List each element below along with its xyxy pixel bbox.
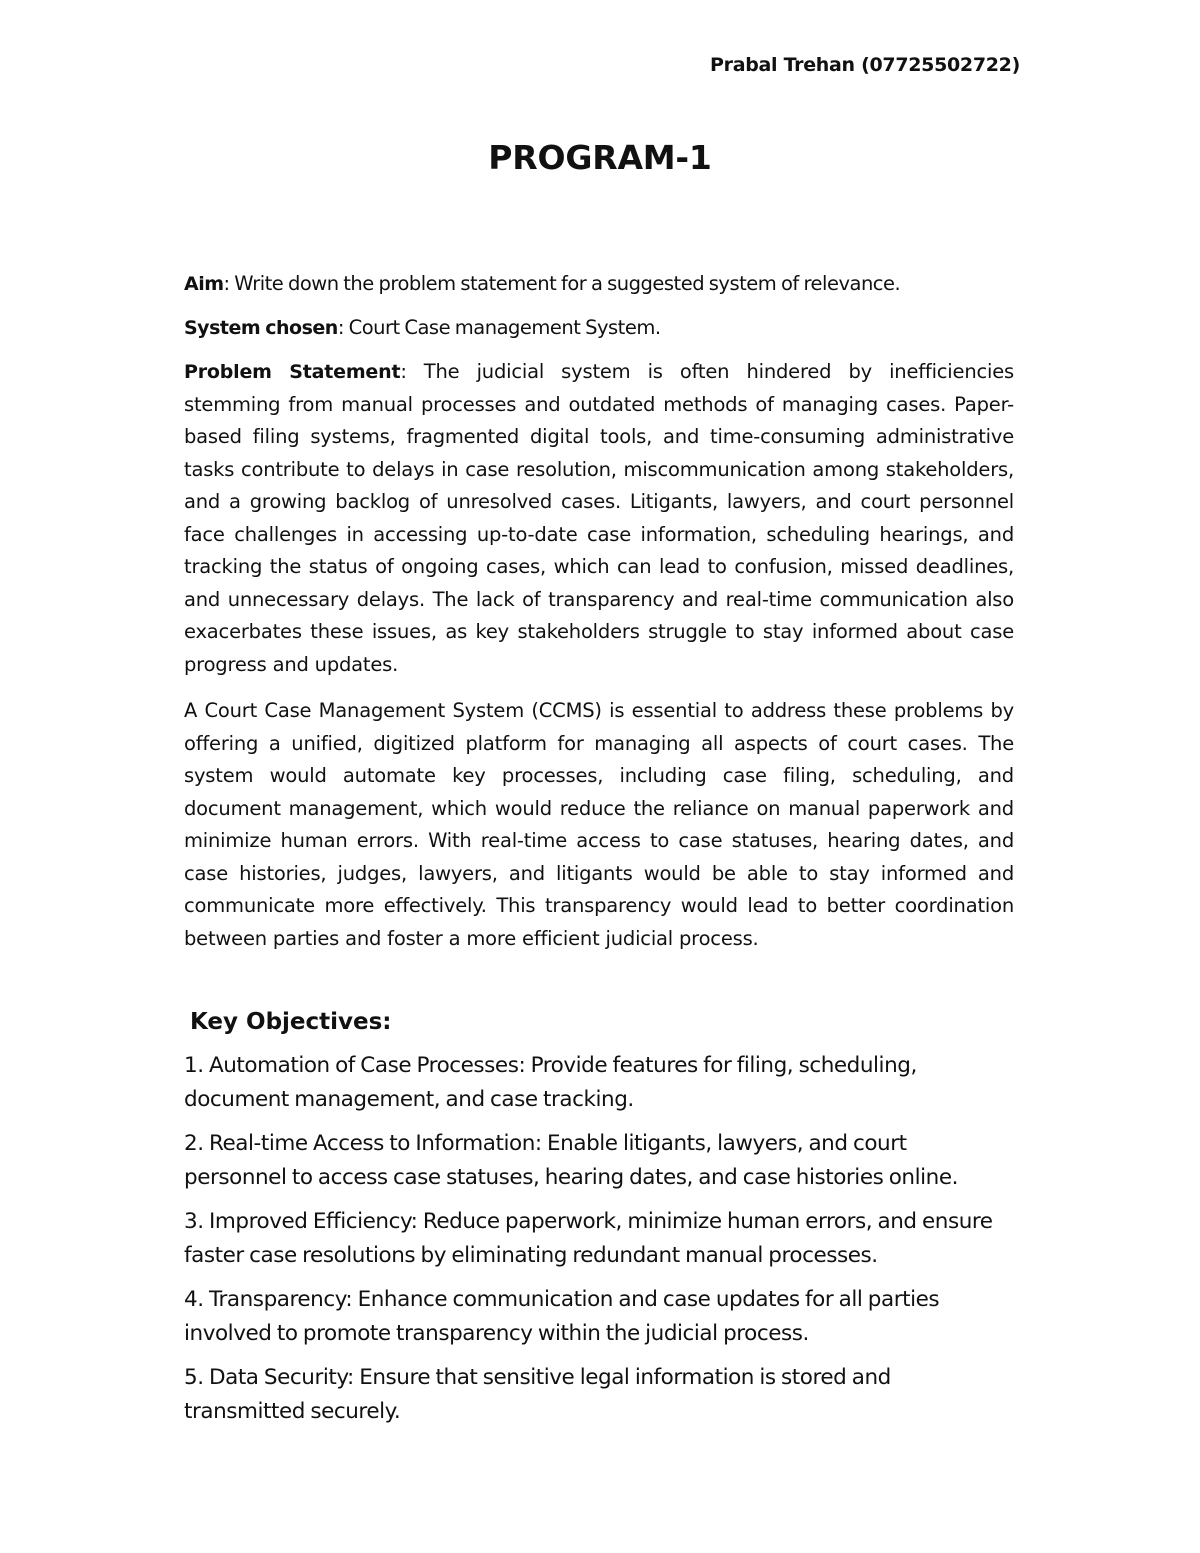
- aim-line: [184, 268, 1014, 300]
- aim-label: Aim: [184, 273, 224, 295]
- system-label: System chosen: [184, 317, 338, 339]
- objective-item: 1. Automation of Case Processes: Provide features for filing, scheduling, document management, and case tracking.: [184, 1053, 917, 1112]
- key-objectives-section: [184, 1005, 1014, 1429]
- author-header: Prabal Trehan (07725502722): [710, 54, 1020, 76]
- document-body: [184, 268, 1014, 1439]
- ccms-paragraph: A Court Case Management System (CCMS) is essential to address these problems by offering a unified, digitized platform for managing all aspects of court cases. The system would automate key processes, including case filing, scheduling, and document management, which would reduce the reliance on manual paperwork and minimize human errors. With real-time access to case statuses, hearing dates, and case histories, judges, lawyers, and litigants would be able to stay informed and communicate more effectively. This transparency would lead to better coordination between parties and foster a more efficient judicial process.: [184, 699, 1014, 950]
- objective-item: 2. Real-time Access to Information: Enable litigants, lawyers, and court personnel to access case statuses, hearing dates, and case histories online.: [184, 1131, 958, 1190]
- objective-item: 3. Improved Efficiency: Reduce paperwork, minimize human errors, and ensure faster case resolutions by eliminating redundant manual processes.: [184, 1209, 993, 1268]
- problem-label: Problem Statement: [184, 361, 401, 383]
- objective-item: 4. Transparency: Enhance communication and case updates for all parties involved to promote transparency within the judicial process.: [184, 1287, 940, 1346]
- page-title: PROGRAM-1: [488, 138, 712, 177]
- problem-statement: [184, 356, 1014, 681]
- system-text: : Court Case management System.: [337, 316, 661, 339]
- problem-text: : The judicial system is often hindered by inefficiencies stemming from manual processes and outdated methods of managing cases. Paper-based filing systems, fragmented digital tools, and time-consuming administrative tasks contribute to delays in case resolution, miscommunication among stakeholders, and a growing backlog of unresolved cases. Litigants, lawyers, and court personnel face challenges in accessing up-to-date case information, scheduling hearings, and tracking the status of ongoing cases, which can lead to confusion, missed deadlines, and unnecessary delays. The lack of transparency and real-time communication also exacerbates these issues, as key stakeholders struggle to stay informed about case progress and updates.: [184, 360, 1014, 676]
- system-line: [184, 312, 1014, 344]
- aim-text: : Write down the problem statement for a suggested system of relevance.: [223, 272, 901, 295]
- key-objectives-heading: Key Objectives:: [190, 1009, 392, 1035]
- objective-item: 5. Data Security: Ensure that sensitive legal information is stored and transmitted securely.: [184, 1365, 891, 1424]
